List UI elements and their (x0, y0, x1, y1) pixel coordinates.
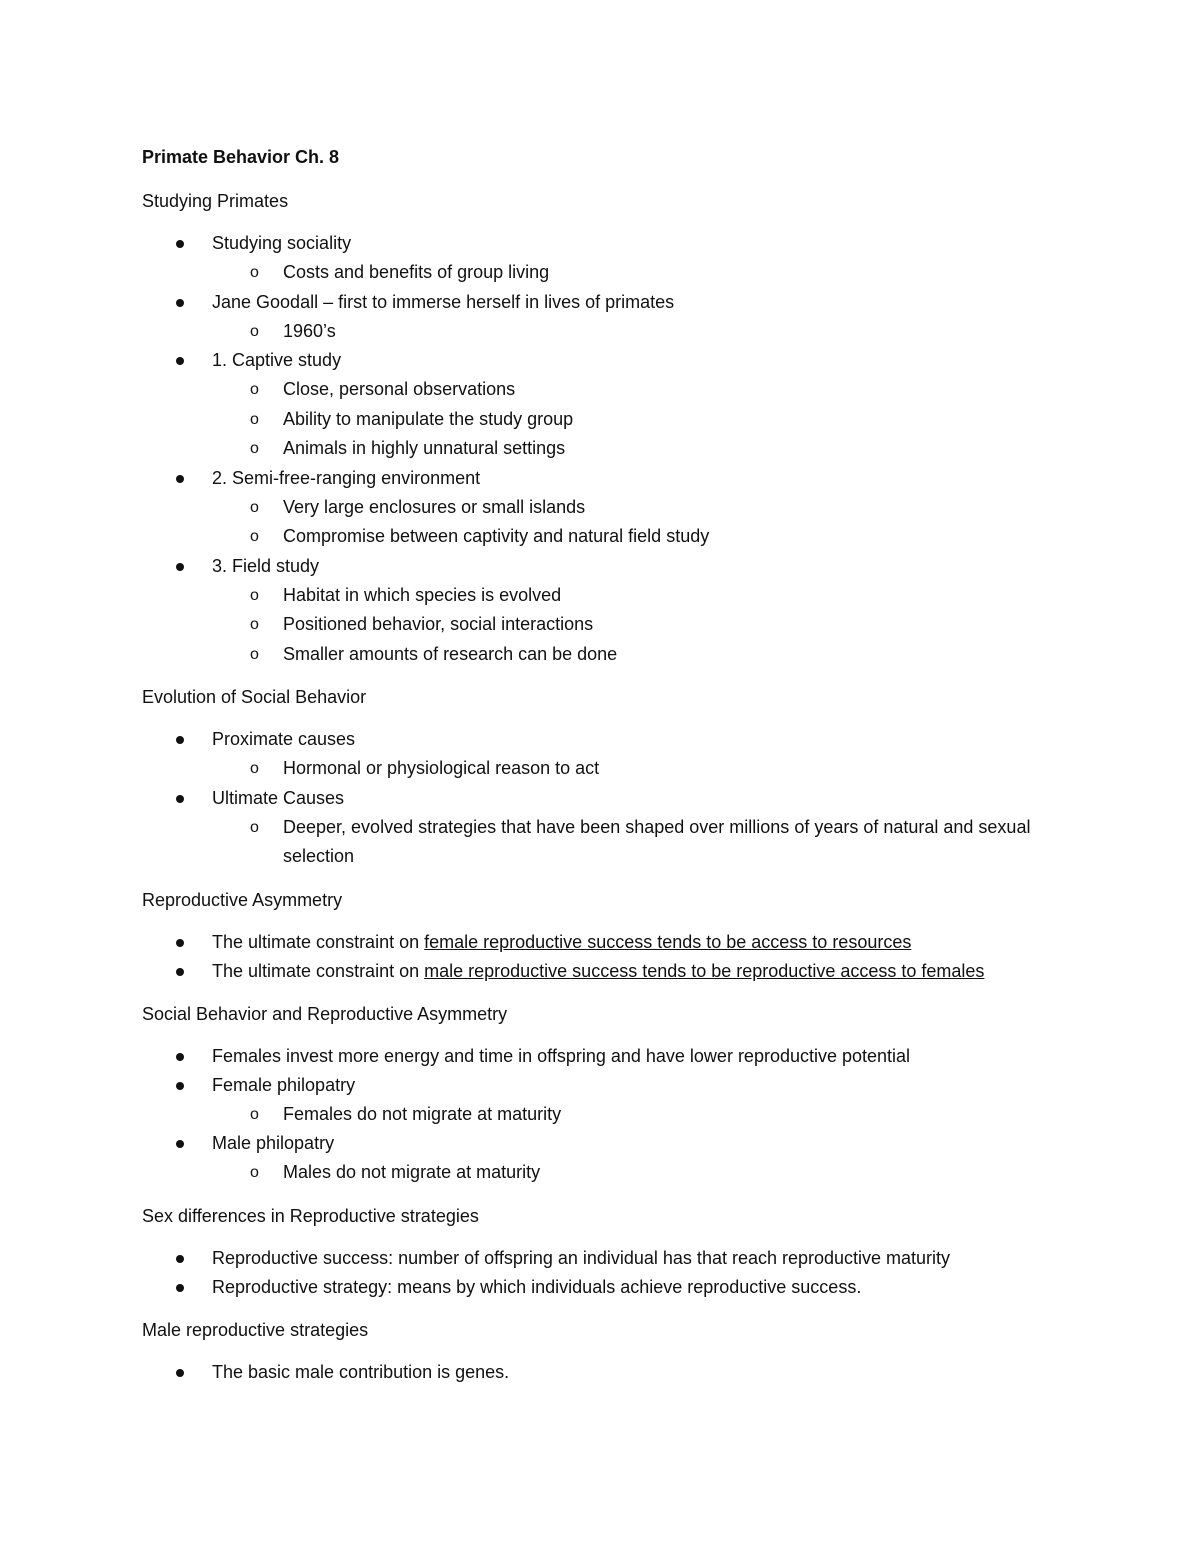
bullet-text: 2. Semi-free-ranging environment (212, 467, 481, 488)
sub-bullet-list (212, 813, 1082, 872)
sub-bullet-item: o Compromise between captivity and natural field study (212, 522, 1082, 552)
bullet-item (142, 1071, 1082, 1130)
bullet-item (142, 346, 1082, 464)
bullet-text: Reproductive strategy: means by which individuals achieve reproductive success. (212, 1276, 862, 1297)
bullet-text: Reproductive success: number of offspring an individual has that reach reproductive maturity (212, 1247, 951, 1268)
bullet-text: The ultimate constraint on (212, 931, 425, 952)
bullet-item (142, 1273, 1082, 1302)
section-heading: Reproductive Asymmetry (142, 889, 343, 910)
bullet-item (142, 288, 1082, 347)
bullet-text: Female philopatry (212, 1074, 356, 1095)
sub-bullet-list (212, 258, 1082, 288)
underlined-text: female reproductive success tends to be access to resources (424, 931, 912, 952)
sub-bullet-item: o Deeper, evolved strategies that have been shaped over millions of years of natural and sexual selection (212, 813, 1082, 872)
section-heading: Social Behavior and Reproductive Asymmetry (142, 1003, 508, 1024)
bullet-text: Females invest more energy and time in offspring and have lower reproductive potential (212, 1045, 911, 1066)
sub-bullet-item: o 1960’s (212, 317, 1082, 347)
sub-bullet-list (212, 754, 1082, 784)
bullet-item (142, 957, 1082, 986)
bullet-list (142, 928, 1082, 986)
sub-bullet-list (212, 375, 1082, 464)
bullet-item (142, 552, 1082, 670)
section-heading: Studying Primates (142, 191, 289, 211)
bullet-item (142, 1129, 1082, 1188)
bullet-item (142, 725, 1082, 784)
sub-bullet-item: o Animals in highly unnatural settings (212, 434, 1082, 464)
sub-bullet-item: o Smaller amounts of research can be done (212, 640, 1082, 670)
bullet-item (142, 464, 1082, 552)
bullet-text: The ultimate constraint on (212, 960, 425, 981)
sub-bullet-item: o Males do not migrate at maturity (212, 1158, 1082, 1188)
sub-bullet-list (212, 1100, 1082, 1130)
document-title: Primate Behavior Ch. 8 (142, 147, 340, 167)
section-heading: Male reproductive strategies (142, 1319, 369, 1340)
bullet-text: Jane Goodall – first to immerse herself in lives of primates (212, 291, 675, 312)
section-heading: Sex differences in Reproductive strategies (142, 1205, 479, 1226)
sub-bullet-item: o Close, personal observations (212, 375, 1082, 405)
sub-bullet-list (212, 1158, 1082, 1188)
bullet-list (142, 1042, 1082, 1188)
underlined-text: male reproductive success tends to be reproductive access to females (424, 960, 985, 981)
sub-bullet-item: o Costs and benefits of group living (212, 258, 1082, 288)
bullet-item (142, 784, 1082, 872)
bullet-text: 1. Captive study (212, 350, 342, 370)
bullet-list (142, 1358, 1082, 1387)
sub-bullet-list (212, 317, 1082, 347)
sub-bullet-list (212, 581, 1082, 670)
sections-container (142, 187, 1082, 1387)
sub-bullet-item: o Females do not migrate at maturity (212, 1100, 1082, 1130)
bullet-list (142, 1244, 1082, 1302)
document-body (142, 143, 1082, 1401)
sub-bullet-item: o Very large enclosures or small islands (212, 493, 1082, 523)
bullet-text: Ultimate Causes (212, 787, 345, 808)
bullet-list (142, 229, 1082, 669)
sub-bullet-item: o Positioned behavior, social interactions (212, 610, 1082, 640)
sub-bullet-item: o Ability to manipulate the study group (212, 405, 1082, 435)
bullet-text: Male philopatry (212, 1133, 335, 1153)
sub-bullet-item: o Habitat in which species is evolved (212, 581, 1082, 611)
bullet-text: The basic male contribution is genes. (212, 1361, 510, 1382)
bullet-item (142, 229, 1082, 288)
bullet-item (142, 928, 1082, 957)
bullet-text: 3. Field study (212, 555, 320, 576)
bullet-text: Studying sociality (212, 233, 352, 253)
sub-bullet-item: o Hormonal or physiological reason to act (212, 754, 1082, 784)
bullet-item (142, 1042, 1082, 1071)
bullet-item (142, 1244, 1082, 1273)
sub-bullet-list (212, 493, 1082, 552)
bullet-list (142, 725, 1082, 872)
bullet-item (142, 1358, 1082, 1387)
bullet-text: Proximate causes (212, 729, 356, 749)
section-heading: Evolution of Social Behavior (142, 687, 367, 707)
